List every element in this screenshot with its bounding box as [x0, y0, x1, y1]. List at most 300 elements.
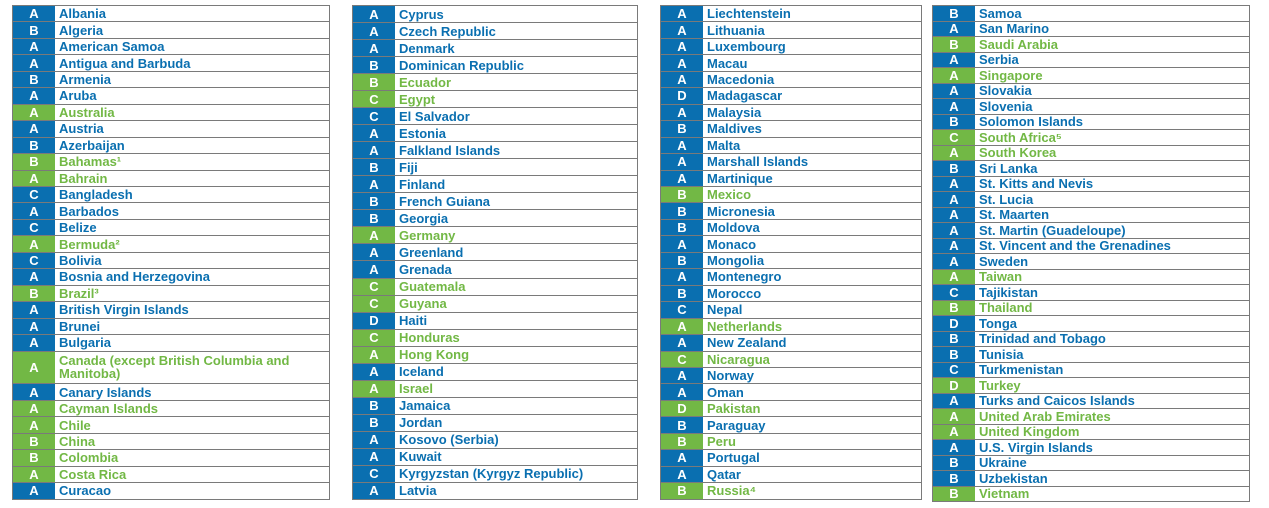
- rating-code: A: [661, 138, 703, 153]
- rating-code: A: [13, 55, 55, 70]
- rating-code: A: [13, 401, 55, 416]
- table-row: [12, 483, 330, 499]
- rating-code: A: [933, 146, 975, 161]
- country-name: Finland: [399, 176, 446, 192]
- country-name: Paraguay: [707, 417, 766, 433]
- table-row: [352, 74, 638, 91]
- table-row: [12, 55, 330, 71]
- table-row: [12, 154, 330, 170]
- table-row: [352, 108, 638, 125]
- table-row: [660, 319, 922, 335]
- rating-code: C: [353, 296, 395, 312]
- country-name: Cyprus: [399, 6, 444, 22]
- rating-code: B: [933, 471, 975, 486]
- country-name: Lithuania: [707, 22, 765, 38]
- rating-code: A: [661, 22, 703, 37]
- rating-code: A: [13, 483, 55, 498]
- table-row: [660, 88, 922, 104]
- table-row: [12, 319, 330, 335]
- rating-code: A: [353, 261, 395, 277]
- rating-code: A: [353, 23, 395, 39]
- country-name: Nicaragua: [707, 351, 770, 367]
- rating-code: A: [661, 450, 703, 465]
- table-row: [932, 254, 1250, 270]
- table-row: [660, 39, 922, 55]
- rating-code: A: [13, 121, 55, 136]
- country-name: Guyana: [399, 296, 447, 312]
- rating-code: C: [353, 108, 395, 124]
- rating-code: B: [13, 450, 55, 465]
- table-row: [352, 279, 638, 296]
- country-name: Dominican Republic: [399, 57, 524, 73]
- table-row: [660, 352, 922, 368]
- country-name: St. Kitts and Nevis: [979, 176, 1094, 191]
- rating-code: A: [353, 125, 395, 141]
- country-column-3: [660, 5, 922, 500]
- rating-code: D: [353, 313, 395, 329]
- country-name: Honduras: [399, 330, 460, 346]
- country-name: Thailand: [979, 300, 1033, 315]
- country-name: Qatar: [707, 466, 741, 482]
- country-name: Samoa: [979, 6, 1022, 21]
- rating-code: B: [933, 487, 975, 502]
- table-row: [932, 363, 1250, 379]
- table-row: [660, 171, 922, 187]
- rating-code: C: [661, 352, 703, 367]
- rating-code: A: [933, 254, 975, 269]
- rating-code: A: [13, 467, 55, 482]
- rating-code: A: [661, 368, 703, 383]
- table-row: [932, 487, 1250, 503]
- table-row: [352, 210, 638, 227]
- table-row: [352, 176, 638, 193]
- rating-code: A: [933, 68, 975, 83]
- table-row: [932, 316, 1250, 332]
- rating-code: B: [13, 72, 55, 87]
- country-name: Bahamas¹: [59, 154, 122, 170]
- rating-code: A: [13, 236, 55, 251]
- table-row: [352, 398, 638, 415]
- rating-code: A: [353, 432, 395, 448]
- rating-code: A: [13, 335, 55, 350]
- rating-code: A: [661, 335, 703, 350]
- table-row: [660, 203, 922, 219]
- table-row: [12, 335, 330, 351]
- country-name: Greenland: [399, 244, 464, 260]
- table-row: [352, 6, 638, 23]
- country-name: Germany: [399, 227, 456, 243]
- table-row: [932, 471, 1250, 487]
- rating-code: A: [661, 384, 703, 399]
- table-row: [352, 142, 638, 159]
- country-name: Estonia: [399, 125, 446, 141]
- country-name: Micronesia: [707, 203, 775, 219]
- table-row: [352, 57, 638, 74]
- table-row: [660, 138, 922, 154]
- rating-code: B: [933, 301, 975, 316]
- country-name: Azerbaijan: [59, 137, 125, 153]
- country-name: Bangladesh: [59, 187, 133, 203]
- country-name: Georgia: [399, 210, 449, 226]
- table-row: [932, 347, 1250, 363]
- country-name: Fiji: [399, 159, 418, 175]
- rating-code: A: [661, 39, 703, 54]
- country-name: Tonga: [979, 316, 1018, 331]
- table-row: [660, 467, 922, 483]
- country-name: Mongolia: [707, 253, 765, 269]
- rating-code: A: [13, 88, 55, 103]
- table-row: [660, 417, 922, 433]
- table-row: [12, 434, 330, 450]
- country-name: St. Vincent and the Grenadines: [979, 238, 1171, 253]
- country-name: Slovenia: [979, 99, 1033, 114]
- table-row: [352, 40, 638, 57]
- country-name: Bahrain: [59, 170, 108, 186]
- rating-code: A: [661, 55, 703, 70]
- country-name: Guatemala: [399, 279, 466, 295]
- rating-code: B: [13, 154, 55, 169]
- rating-code: B: [661, 253, 703, 268]
- table-row: [12, 6, 330, 22]
- table-row: [12, 467, 330, 483]
- table-row: [932, 223, 1250, 239]
- country-name: Canada (except British Columbia and Manitoba): [59, 353, 290, 382]
- country-name: Algeria: [59, 22, 104, 38]
- rating-code: D: [933, 378, 975, 393]
- rating-code: A: [661, 105, 703, 120]
- country-name: Chile: [59, 417, 91, 433]
- country-name: Bulgaria: [59, 335, 112, 351]
- country-name: Monaco: [707, 236, 757, 252]
- table-row: [352, 483, 638, 500]
- country-name: Tajikistan: [979, 285, 1039, 300]
- rating-code: C: [13, 220, 55, 235]
- country-name: French Guiana: [399, 193, 491, 209]
- rating-code: A: [933, 239, 975, 254]
- country-name: Bosnia and Herzegovina: [59, 269, 210, 285]
- rating-code: B: [661, 417, 703, 432]
- country-name: Oman: [707, 384, 744, 400]
- country-name: Brunei: [59, 318, 101, 334]
- rating-code: B: [13, 286, 55, 301]
- table-row: [12, 187, 330, 203]
- country-name: British Virgin Islands: [59, 302, 189, 318]
- rating-code: A: [13, 39, 55, 54]
- country-name: Vietnam: [979, 486, 1030, 501]
- rating-code: A: [13, 319, 55, 334]
- table-row: [932, 409, 1250, 425]
- rating-code: A: [933, 394, 975, 409]
- rating-code: A: [353, 381, 395, 397]
- table-row: [352, 261, 638, 278]
- rating-code: C: [353, 279, 395, 295]
- rating-code: C: [13, 253, 55, 268]
- table-row: [932, 456, 1250, 472]
- country-name: U.S. Virgin Islands: [979, 440, 1093, 455]
- country-name: Hong Kong: [399, 347, 470, 363]
- table-row: [12, 138, 330, 154]
- rating-code: B: [661, 286, 703, 301]
- country-name: United Kingdom: [979, 424, 1080, 439]
- country-name: South Africa⁵: [979, 130, 1062, 145]
- country-name: Saudi Arabia: [979, 37, 1058, 52]
- rating-code: A: [353, 244, 395, 260]
- country-name: Denmark: [399, 40, 455, 56]
- rating-code: A: [933, 192, 975, 207]
- rating-code: B: [933, 6, 975, 21]
- table-row: [352, 347, 638, 364]
- table-row: [12, 302, 330, 318]
- table-row: [352, 91, 638, 108]
- table-row: [660, 384, 922, 400]
- table-row: [352, 364, 638, 381]
- table-row: [352, 415, 638, 432]
- country-name: New Zealand: [707, 335, 787, 351]
- country-name: Maldives: [707, 121, 762, 137]
- table-row: [660, 121, 922, 137]
- table-row: [932, 68, 1250, 84]
- country-name: Haiti: [399, 313, 428, 329]
- rating-code: A: [353, 347, 395, 363]
- rating-code: B: [353, 398, 395, 414]
- country-name: Ecuador: [399, 74, 452, 90]
- table-row: [932, 99, 1250, 115]
- country-name: Israel: [399, 381, 433, 397]
- table-row: [932, 130, 1250, 146]
- country-name: Mexico: [707, 187, 752, 203]
- table-row: [660, 6, 922, 22]
- country-name: Macedonia: [707, 72, 775, 88]
- table-row: [660, 335, 922, 351]
- table-row: [932, 37, 1250, 53]
- rating-code: A: [933, 425, 975, 440]
- country-name: American Samoa: [59, 39, 165, 55]
- country-name: Curacao: [59, 483, 112, 499]
- country-name: Australia: [59, 104, 115, 120]
- rating-code: A: [933, 440, 975, 455]
- table-row: [660, 236, 922, 252]
- country-name: El Salvador: [399, 108, 470, 124]
- country-name: Aruba: [59, 88, 97, 104]
- rating-code: A: [933, 22, 975, 37]
- rating-code: A: [353, 364, 395, 380]
- rating-code: A: [933, 99, 975, 114]
- country-name: Montenegro: [707, 269, 782, 285]
- country-name: Netherlands: [707, 318, 783, 334]
- table-row: [932, 177, 1250, 193]
- table-row: [12, 105, 330, 121]
- table-row: [352, 244, 638, 261]
- country-name: Russia⁴: [707, 483, 757, 499]
- table-row: [12, 88, 330, 104]
- table-row: [660, 105, 922, 121]
- country-name: Turks and Caicos Islands: [979, 393, 1135, 408]
- rating-code: B: [933, 332, 975, 347]
- country-name: Malta: [707, 137, 741, 153]
- table-row: [932, 22, 1250, 38]
- table-row: [12, 203, 330, 219]
- rating-code: A: [661, 236, 703, 251]
- rating-code: C: [353, 91, 395, 107]
- country-name: Pakistan: [707, 401, 761, 417]
- table-row: [932, 239, 1250, 255]
- table-row: [660, 22, 922, 38]
- country-name: Belize: [59, 220, 97, 236]
- country-name: St. Maarten: [979, 207, 1050, 222]
- rating-code: B: [933, 347, 975, 362]
- rating-code: D: [933, 316, 975, 331]
- rating-code: A: [661, 171, 703, 186]
- table-row: [660, 368, 922, 384]
- table-row: [660, 220, 922, 236]
- rating-code: A: [353, 40, 395, 56]
- table-row: [12, 72, 330, 88]
- table-row: [352, 449, 638, 466]
- rating-code: B: [661, 121, 703, 136]
- rating-code: C: [933, 130, 975, 145]
- rating-code: A: [933, 409, 975, 424]
- country-name: Ukraine: [979, 455, 1027, 470]
- country-name: Albania: [59, 6, 106, 22]
- table-row: [660, 55, 922, 71]
- rating-code: C: [353, 466, 395, 482]
- rating-code: A: [13, 171, 55, 186]
- table-row: [660, 269, 922, 285]
- rating-code: B: [661, 220, 703, 235]
- country-name: Cayman Islands: [59, 401, 158, 417]
- rating-code: D: [661, 88, 703, 103]
- rating-code: A: [13, 417, 55, 432]
- rating-code: A: [933, 177, 975, 192]
- rating-code: B: [13, 434, 55, 449]
- table-row: [12, 269, 330, 285]
- rating-code: A: [661, 72, 703, 87]
- country-name: Luxembourg: [707, 39, 786, 55]
- country-name: Morocco: [707, 285, 762, 301]
- table-row: [932, 270, 1250, 286]
- rating-code: B: [353, 159, 395, 175]
- rating-code: B: [661, 187, 703, 202]
- country-name: St. Martin (Guadeloupe): [979, 223, 1126, 238]
- rating-code: A: [933, 53, 975, 68]
- country-name: Jordan: [399, 415, 443, 431]
- table-row: [932, 115, 1250, 131]
- country-name: Nepal: [707, 302, 743, 318]
- table-row: [12, 121, 330, 137]
- rating-code: A: [661, 467, 703, 482]
- table-row: [660, 450, 922, 466]
- country-column-1: [12, 5, 330, 500]
- country-name: Sweden: [979, 254, 1029, 269]
- table-row: [660, 187, 922, 203]
- country-name: Turkey: [979, 378, 1021, 393]
- table-row: [352, 466, 638, 483]
- rating-code: A: [353, 176, 395, 192]
- country-name: Macau: [707, 55, 748, 71]
- table-row: [932, 301, 1250, 317]
- rating-code: A: [933, 223, 975, 238]
- table-row: [660, 302, 922, 318]
- rating-code: A: [353, 6, 395, 22]
- country-name: Peru: [707, 434, 736, 449]
- table-row: [352, 330, 638, 347]
- table-row: [352, 313, 638, 330]
- rating-code: A: [933, 270, 975, 285]
- country-name: Grenada: [399, 261, 452, 277]
- country-column-4: [932, 5, 1250, 502]
- rating-code: A: [13, 269, 55, 284]
- rating-code: B: [933, 115, 975, 130]
- table-row: [12, 39, 330, 55]
- rating-code: A: [353, 227, 395, 243]
- table-row: [932, 425, 1250, 441]
- rating-code: A: [13, 203, 55, 218]
- country-name: Latvia: [399, 483, 437, 499]
- country-name: Brazil³: [59, 285, 99, 301]
- table-row: [352, 193, 638, 210]
- country-name: Tunisia: [979, 347, 1024, 362]
- rating-code: C: [661, 302, 703, 317]
- country-name: Liechtenstein: [707, 6, 791, 22]
- table-row: [932, 6, 1250, 22]
- country-name: Norway: [707, 368, 754, 384]
- rating-code: A: [661, 319, 703, 334]
- table-row: [12, 352, 330, 385]
- table-row: [352, 432, 638, 449]
- country-name: Iceland: [399, 364, 444, 380]
- country-name: Serbia: [979, 52, 1019, 67]
- rating-code: B: [353, 210, 395, 226]
- country-name: Sri Lanka: [979, 161, 1038, 176]
- table-row: [352, 296, 638, 313]
- table-row: [12, 171, 330, 187]
- rating-code: A: [353, 483, 395, 499]
- table-row: [12, 450, 330, 466]
- table-row: [932, 378, 1250, 394]
- rating-code: A: [933, 84, 975, 99]
- country-name: Barbados: [59, 203, 119, 219]
- country-name: San Marino: [979, 21, 1050, 36]
- country-name: Canary Islands: [59, 384, 152, 400]
- rating-code: A: [353, 449, 395, 465]
- table-row: [352, 227, 638, 244]
- country-name: Costa Rica: [59, 466, 127, 482]
- country-name: Taiwan: [979, 269, 1023, 284]
- table-row: [12, 253, 330, 269]
- table-row: [932, 332, 1250, 348]
- rating-code: A: [13, 302, 55, 317]
- country-name: Moldova: [707, 220, 760, 236]
- country-name: Bermuda²: [59, 236, 120, 252]
- rating-code: B: [353, 193, 395, 209]
- country-name: St. Lucia: [979, 192, 1034, 207]
- rating-code: A: [933, 208, 975, 223]
- country-name: Kyrgyzstan (Kyrgyz Republic): [399, 466, 584, 482]
- rating-code: D: [661, 401, 703, 416]
- table-row: [352, 381, 638, 398]
- table-row: [660, 154, 922, 170]
- rating-code: C: [933, 363, 975, 378]
- rating-code: A: [661, 269, 703, 284]
- country-name: Falkland Islands: [399, 142, 501, 158]
- rating-code: A: [13, 105, 55, 120]
- country-name: Malaysia: [707, 104, 762, 120]
- country-name: Martinique: [707, 170, 773, 186]
- rating-code: B: [661, 434, 703, 449]
- country-name: Turkmenistan: [979, 362, 1064, 377]
- table-row: [660, 72, 922, 88]
- rating-code: A: [13, 6, 55, 21]
